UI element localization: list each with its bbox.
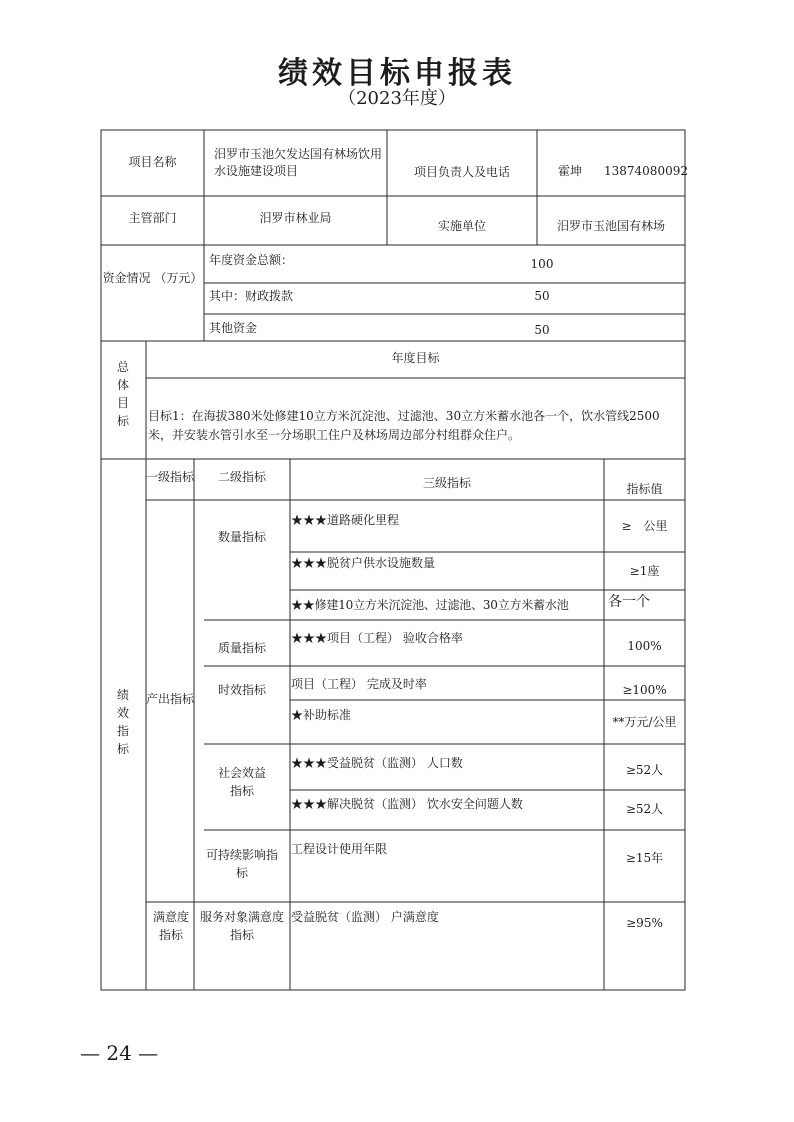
- indicator-value: ≥100%: [622, 683, 667, 697]
- indicator-name: ★★★项目（工程） 验收合格率: [291, 631, 463, 645]
- indicator-name: ★★修建10立方米沉淀池、过滤池、30立方米蓄水池: [291, 598, 569, 612]
- funds-label: 资金情况 （万元）: [102, 271, 203, 285]
- indicator-value: ≥52人: [625, 802, 664, 816]
- indicator-name: ★补助标准: [291, 708, 352, 722]
- dept-value: 汨罗市林业局: [259, 211, 332, 225]
- header-level3: 三级指标: [422, 476, 471, 490]
- header-level1: 一级指标: [146, 470, 195, 484]
- funds-other-value: 50: [534, 323, 550, 337]
- indicator-value: **万元/公里: [612, 715, 677, 729]
- indicator-value: ≥1座: [629, 564, 660, 578]
- indicator-value: 各一个: [608, 594, 650, 610]
- group-sustain: 可持续影响指标: [206, 848, 279, 880]
- impl-label: 实施单位: [437, 219, 486, 233]
- annual-goal-header: 年度目标: [391, 351, 440, 365]
- project-owner-label: 项目负责人及电话: [413, 165, 510, 179]
- indicator-name: ★★★脱贫户供水设施数量: [291, 556, 436, 570]
- indicator-value: ≥ 公里: [621, 519, 668, 533]
- indicator-name: 项目（工程） 完成及时率: [291, 677, 427, 691]
- header-value: 指标值: [626, 482, 663, 496]
- indicator-value: ≥15年: [625, 851, 664, 865]
- satisfaction-indicator-label: 满意度指标: [152, 910, 189, 942]
- indicator-value: ≥95%: [626, 916, 663, 930]
- group-social: 社会效益指标: [217, 766, 266, 798]
- project-name-label: 项目名称: [128, 155, 177, 169]
- group-quantity: 数量指标: [217, 530, 266, 544]
- impl-value: 汨罗市玉池国有林场: [556, 219, 665, 233]
- indicator-value: 100%: [627, 639, 662, 653]
- page-year: （2023年度）: [338, 88, 456, 109]
- indicator-value: ≥52人: [625, 763, 664, 777]
- header-level2: 二级指标: [217, 470, 266, 484]
- indicator-name: ★★★解决脱贫（监测） 饮水安全问题人数: [291, 797, 523, 811]
- funds-total-label: 年度资金总额：: [209, 253, 294, 267]
- group-quality: 质量指标: [217, 641, 266, 655]
- output-indicator-label: 产出指标: [146, 692, 195, 706]
- indicator-name: ★★★受益脱贫（监测） 人口数: [291, 756, 463, 770]
- indicator-name: 工程设计使用年限: [291, 842, 388, 856]
- annual-goal-text: 目标1：在海拔380米处修建10立方米沉淀池、过滤池、30立方米蓄水池各一个，饮水管线2500米，并安装水管引水至一分场职工住户及林场周边部分村组群众住户。: [148, 409, 660, 442]
- funds-fiscal-label: 其中：财政拨款: [209, 289, 294, 303]
- dept-label: 主管部门: [128, 211, 177, 225]
- group-service: 服务对象满意度指标: [199, 910, 284, 942]
- indicator-name: 受益脱贫（监测） 户满意度: [291, 910, 439, 924]
- project-owner-phone: 13874080092: [604, 164, 688, 178]
- overall-goal-label: 总体目标: [116, 360, 129, 428]
- funds-fiscal-value: 50: [534, 289, 550, 303]
- project-owner-name: 霍坤: [558, 164, 583, 178]
- perf-label: 绩效指标: [116, 688, 129, 756]
- funds-other-label: 其他资金: [209, 321, 258, 335]
- page-title: 绩效目标申报表: [278, 56, 516, 91]
- project-name-value: 汨罗市玉池欠发达国有林场饮用水设施建设项目: [214, 147, 383, 178]
- page-number: — 24 —: [80, 1041, 159, 1065]
- funds-total-value: 100: [530, 257, 554, 271]
- indicator-name: ★★★道路硬化里程: [291, 513, 400, 527]
- group-timeliness: 时效指标: [217, 683, 266, 697]
